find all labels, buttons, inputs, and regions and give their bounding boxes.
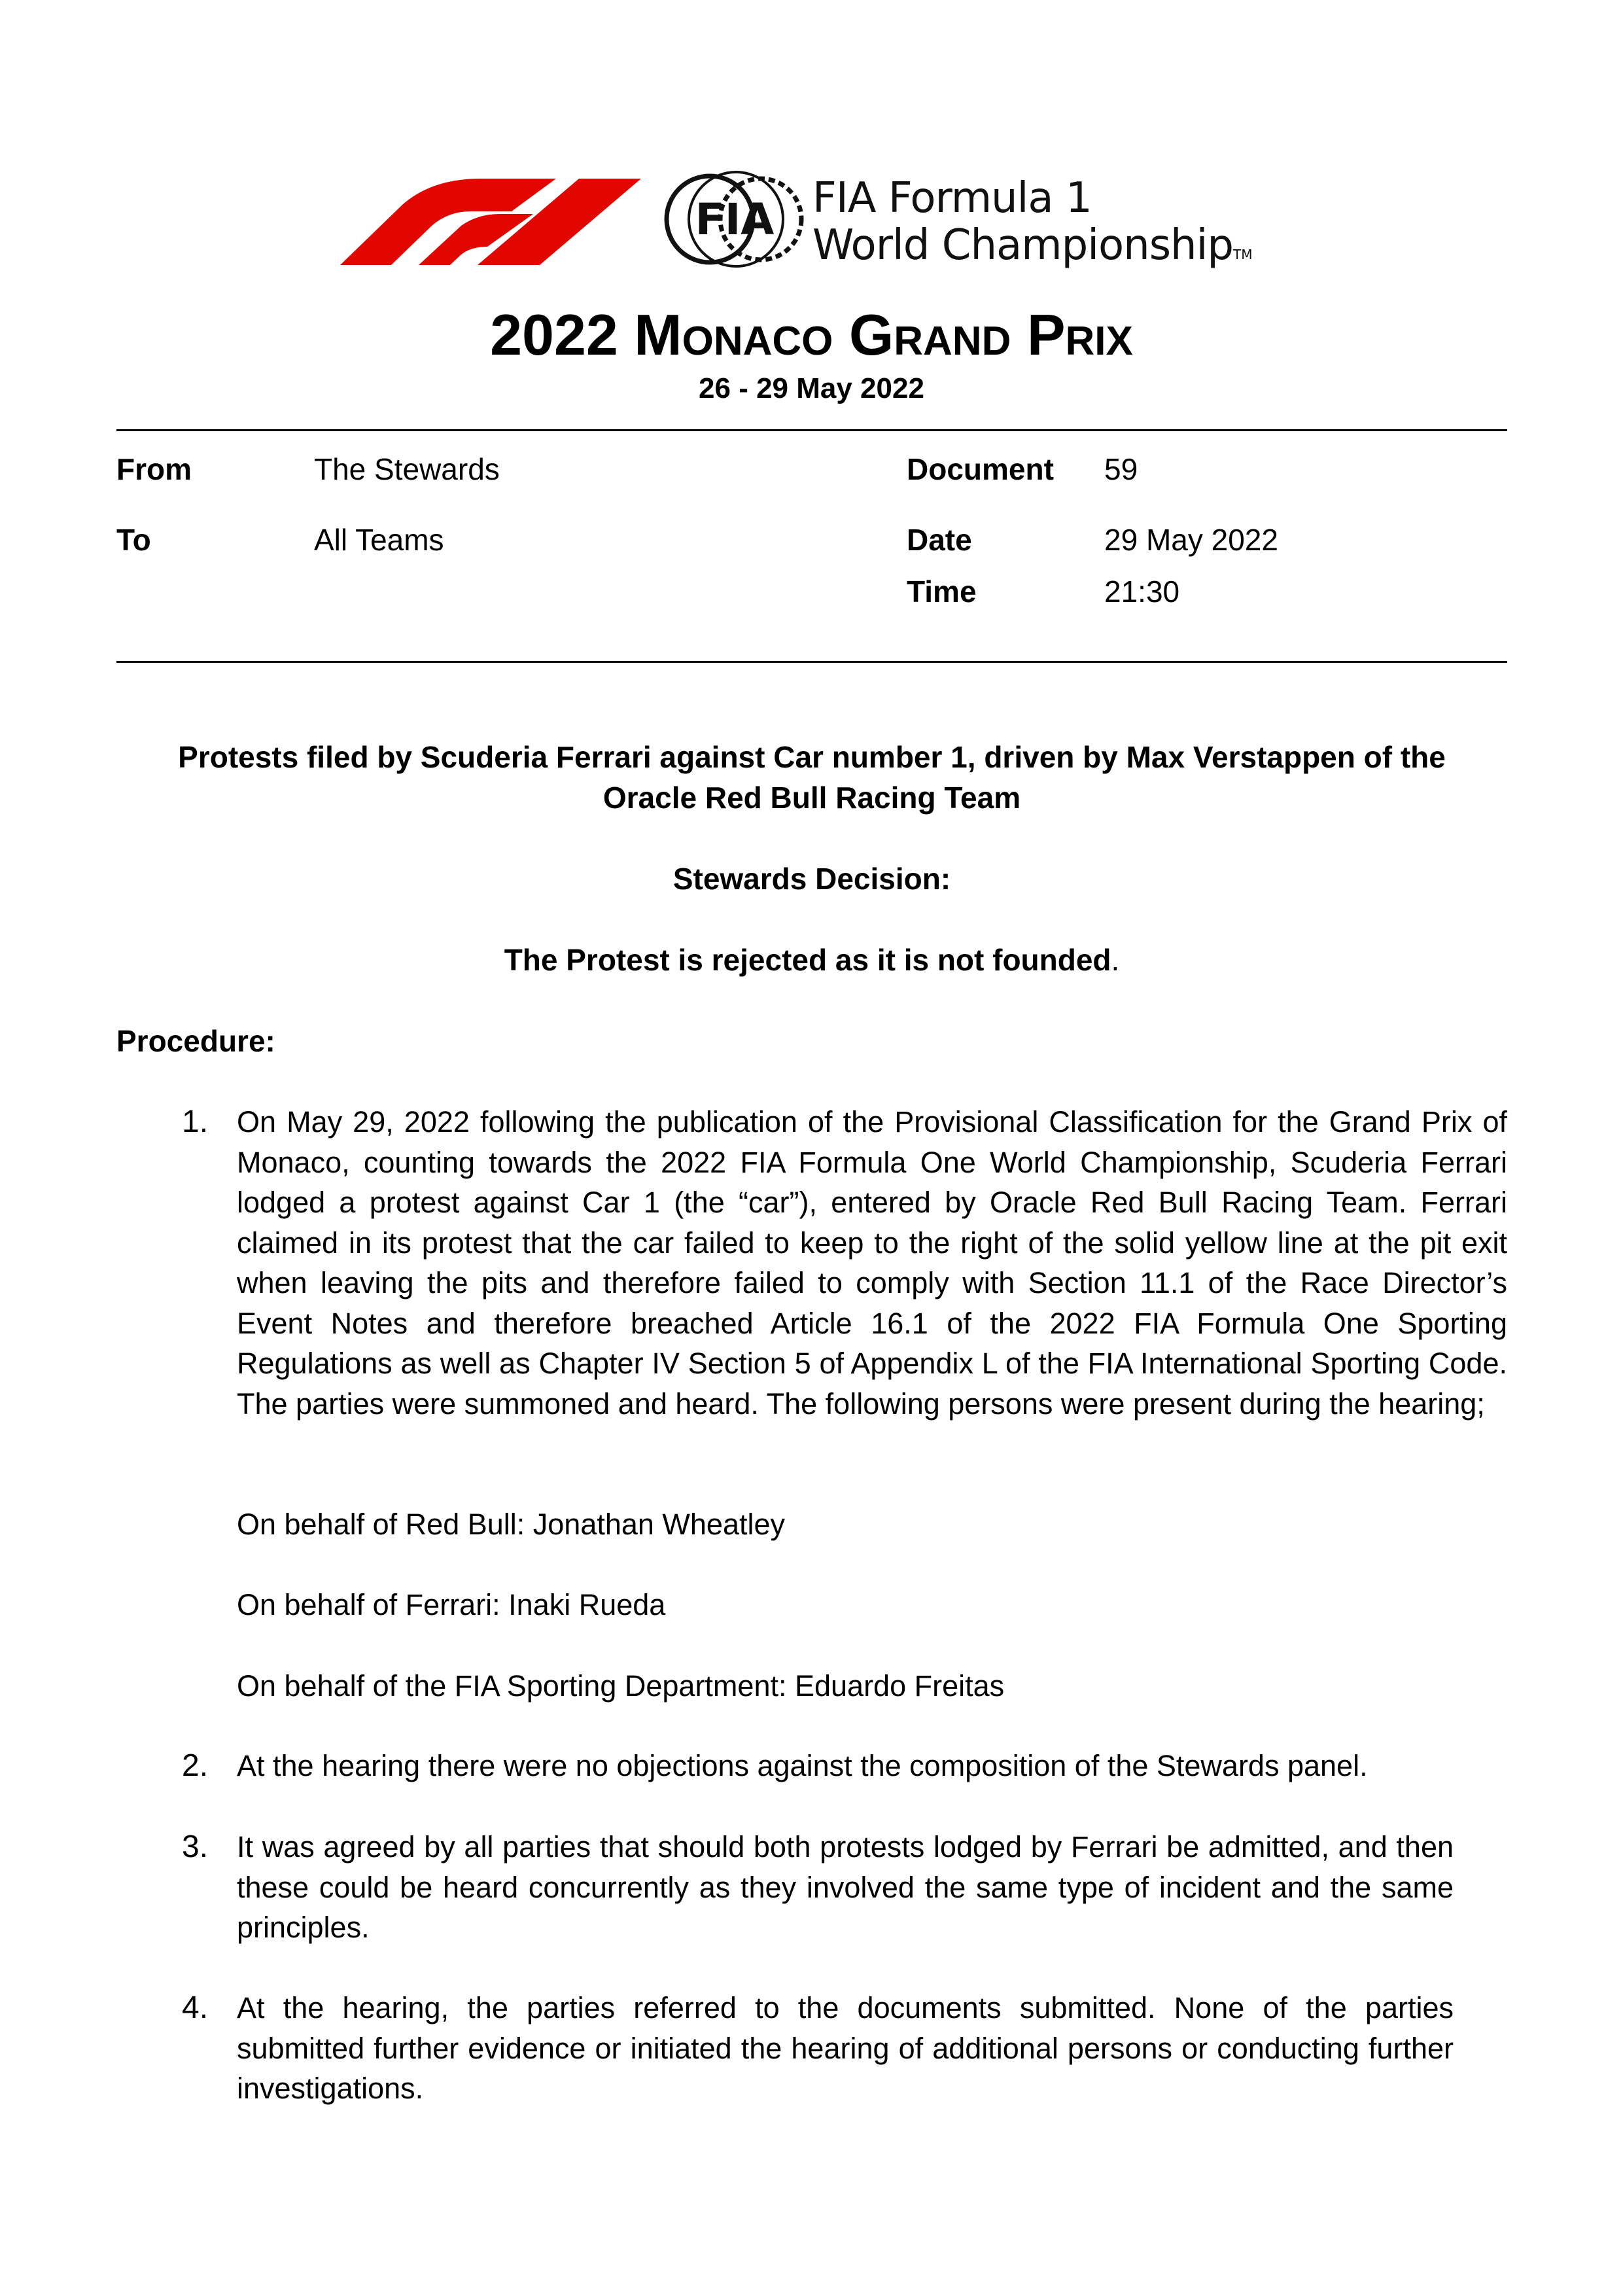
item-number-4: 4. [182, 1990, 209, 2025]
wordmark-line-2: World ChampionshipTM [812, 221, 1253, 270]
procedure-heading: Procedure: [116, 1024, 275, 1058]
from-value: The Stewards [314, 452, 500, 486]
to-label: To [116, 523, 151, 557]
document-title: 2022 Monaco Grand Prix [490, 302, 1133, 367]
time-value: 21:30 [1104, 574, 1180, 609]
decision-heading: Stewards Decision: [672, 862, 951, 896]
trademark-mark: TM [1233, 247, 1253, 262]
decision-subject-line-1: Protests filed by Scuderia Ferrari against Car number 1, driven by Max Verstappen of the [178, 740, 1446, 774]
document-label: Document [907, 452, 1054, 486]
from-label: From [116, 452, 192, 486]
to-value: All Teams [314, 523, 444, 557]
procedure-item-1: On May 29, 2022 following the publication of the Provisional Classification for the Grand Prix of Monaco, counting towards the 2022 FIA Formula One World Championship, Scuderia Ferrari lodged a protest against Car 1 (the “car”), entered by Oracle Red Bull Racing Team. Ferrari claimed in its protest that the car failed to keep to the right of the solid yellow line at the pit exit when leaving the pits and therefore failed to comply with Section 11.1 of the Race Director’s Event Notes and therefore breached Article 16.1 of the 2022 FIA Formula One Sporting Regulations as well as Chapter IV Section 5 of Appendix L of the FIA International Sporting Code. The parties were summoned and heard. The following persons were present during the hearing; [237, 1105, 1507, 1421]
procedure-item-4: At the hearing, the parties referred to the documents submitted. None of the parties submitted further evidence or initiated the hearing of additional persons or conducting further investigations. [237, 1991, 1454, 2105]
item-number-3: 3. [182, 1829, 209, 1864]
procedure-item-2: At the hearing there were no objections against the composition of the Stewards panel. [237, 1749, 1368, 1782]
date-value: 29 May 2022 [1104, 523, 1278, 557]
wordmark-line-1: FIA Formula 1 [812, 174, 1092, 222]
header-logo [340, 167, 1295, 278]
item-number-1: 1. [182, 1104, 209, 1139]
fia-seal-icon [664, 167, 805, 272]
header-divider-top [116, 429, 1507, 431]
fia-seal-text: FIA [695, 194, 775, 245]
document-number: 59 [1104, 452, 1138, 486]
header-divider-bottom [116, 661, 1507, 663]
attendee-fia: On behalf of the FIA Sporting Department: Eduardo Freitas [237, 1669, 1005, 1703]
decision-subject-line-2: Oracle Red Bull Racing Team [602, 781, 1021, 815]
championship-wordmark [812, 175, 1252, 278]
item-number-2: 2. [182, 1748, 209, 1783]
date-label: Date [907, 523, 972, 557]
attendee-red-bull: On behalf of Red Bull: Jonathan Wheatley [237, 1508, 786, 1541]
f1-logo-icon [340, 173, 667, 265]
attendee-ferrari: On behalf of Ferrari: Inaki Rueda [237, 1588, 666, 1621]
time-label: Time [907, 574, 977, 609]
decision-outcome: The Protest is rejected as it is not founded. [504, 943, 1120, 977]
event-dates: 26 - 29 May 2022 [699, 372, 924, 404]
procedure-item-3: It was agreed by all parties that should both protests lodged by Ferrari be admitted, and then these could be heard concurrently as they involved the same type of incident and the same principles. [237, 1830, 1454, 1944]
